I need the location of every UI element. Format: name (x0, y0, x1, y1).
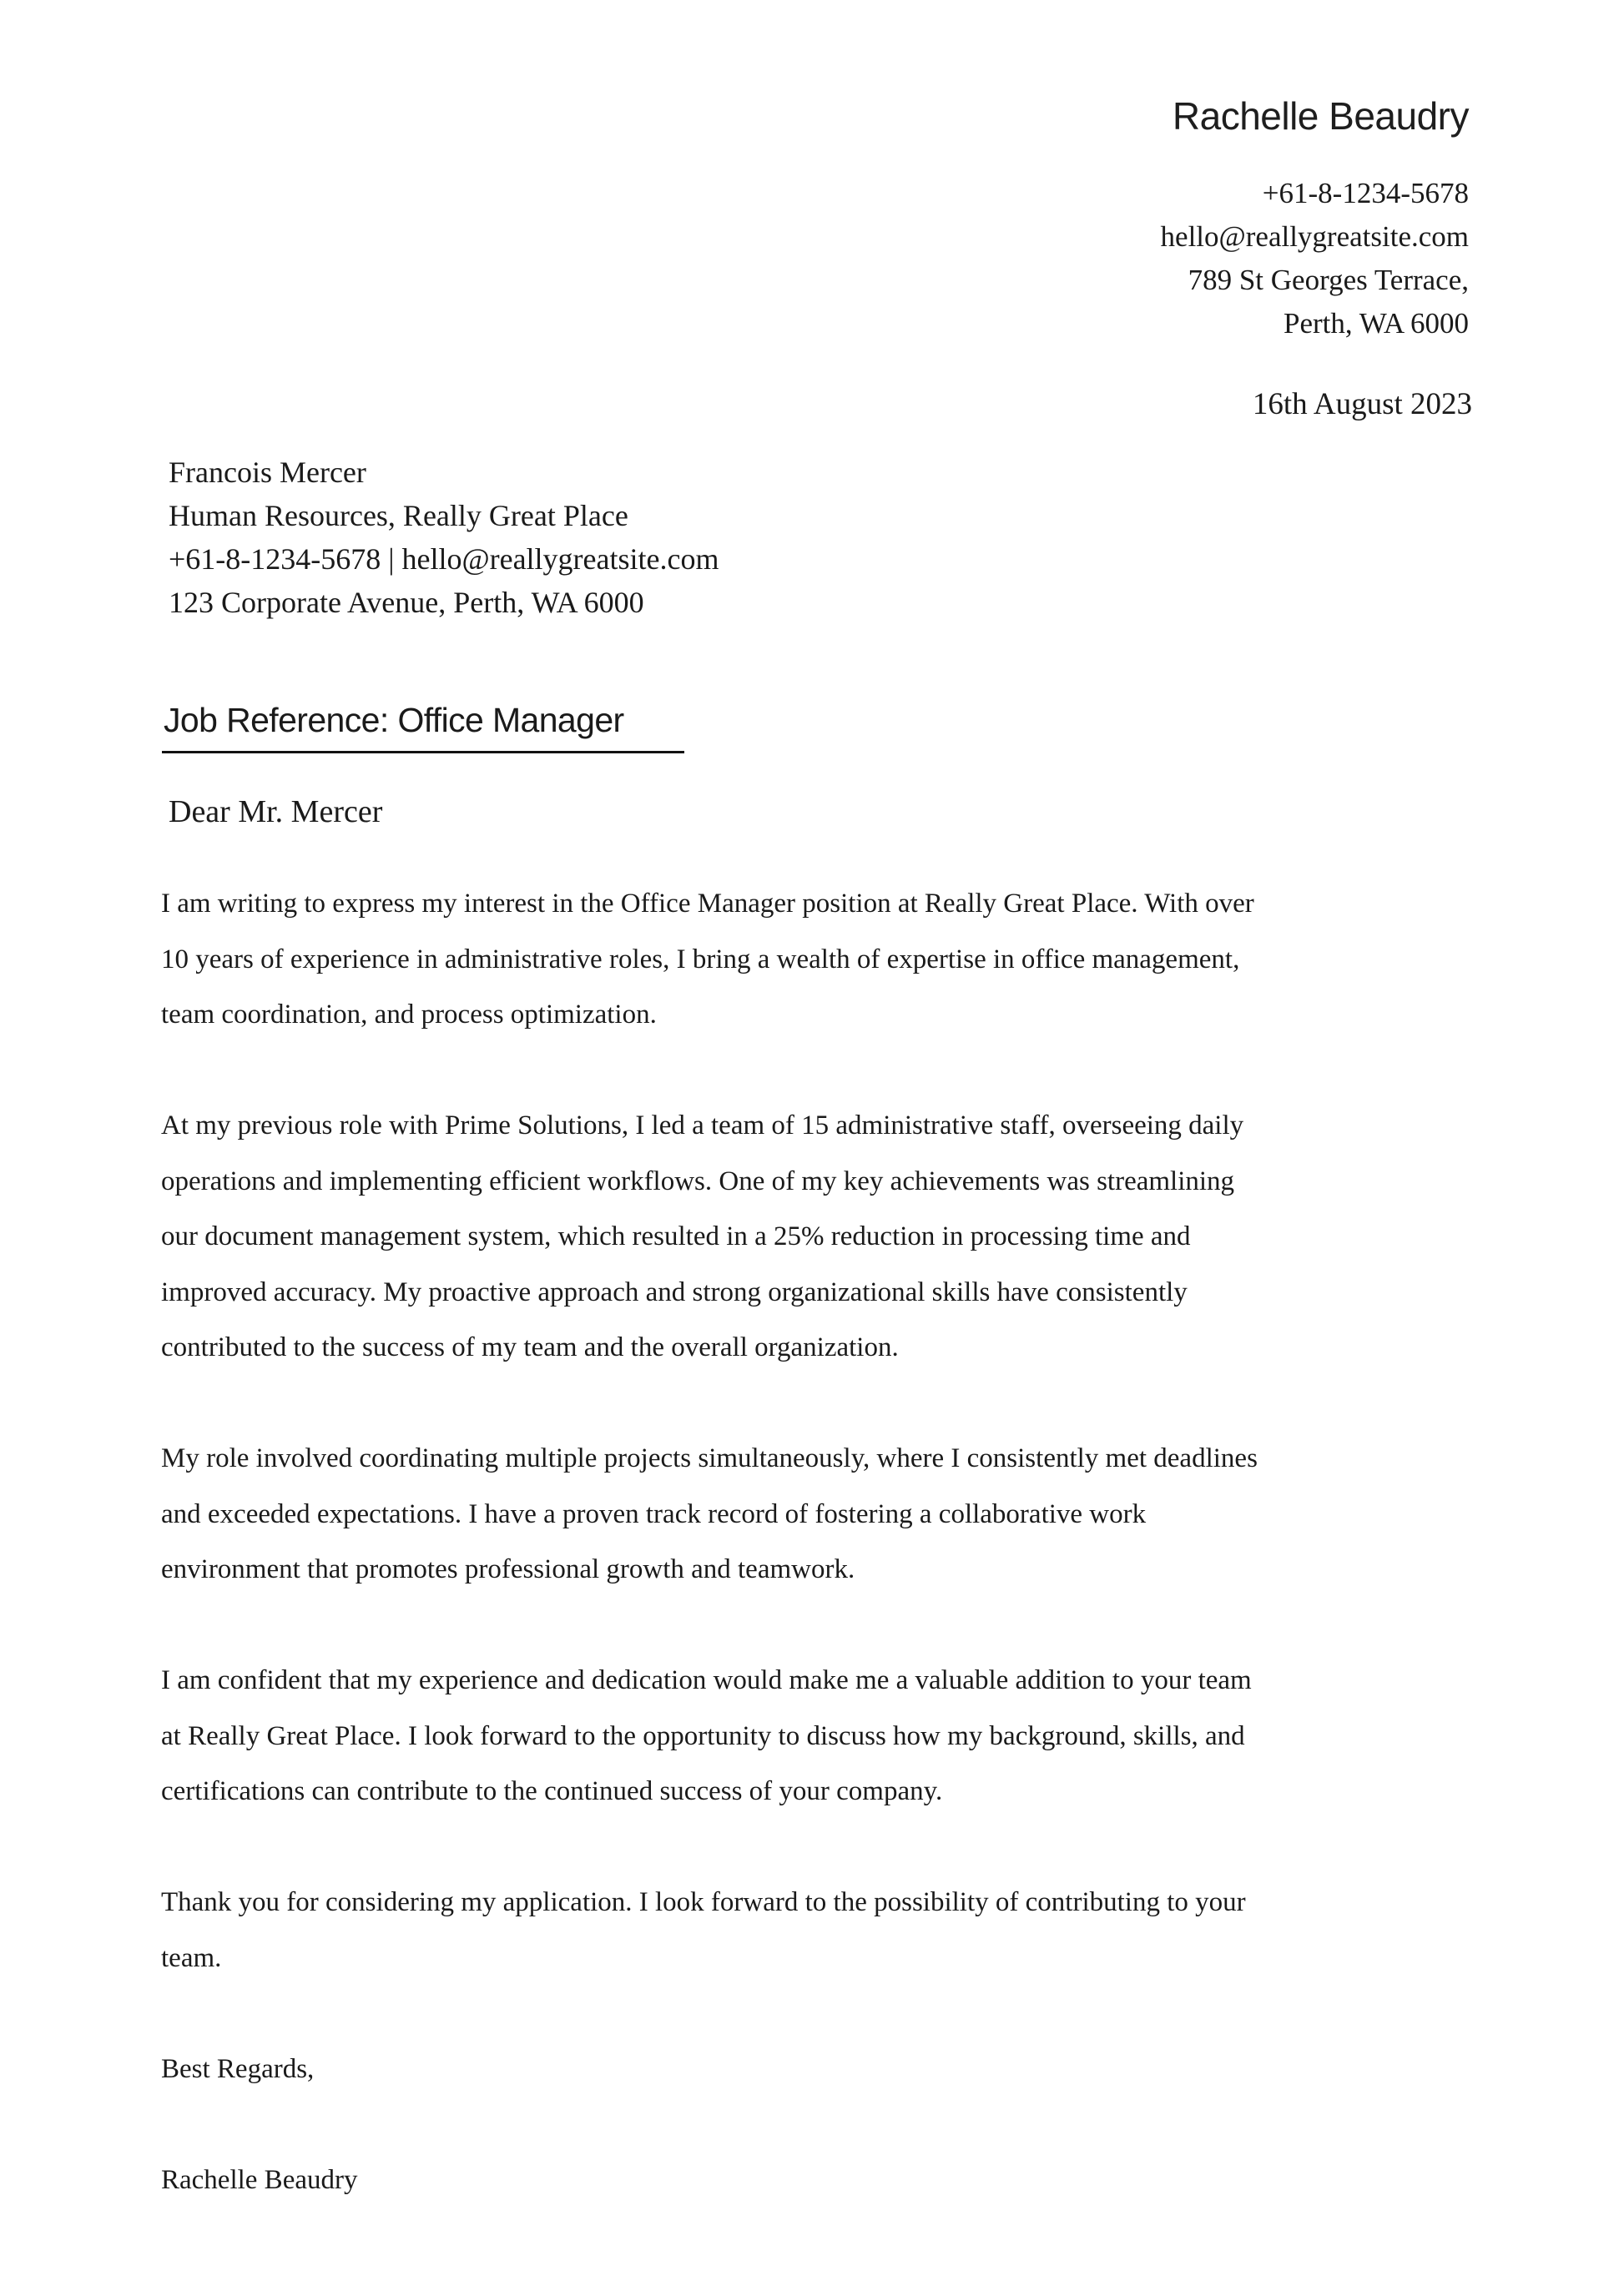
sender-email: hello@reallygreatsite.com (1160, 220, 1469, 253)
paragraph-line: operations and implementing efficient workflows. One of my key achievements was streamlining (161, 1166, 1235, 1196)
recipient-address: 123 Corporate Avenue, Perth, WA 6000 (169, 586, 644, 619)
letter-date: 16th August 2023 (1252, 387, 1472, 421)
sender-name: Rachelle Beaudry (1172, 94, 1469, 138)
paragraph-line: at Really Great Place. I look forward to the opportunity to discuss how my background, skills, and (161, 1720, 1245, 1751)
sender-contact-block (1161, 172, 1469, 345)
paragraph-line: team coordination, and process optimization. (161, 999, 657, 1030)
signature: Rachelle Beaudry (161, 2164, 358, 2195)
job-reference-heading (162, 701, 684, 753)
sender-address-line2: Perth, WA 6000 (1284, 307, 1469, 340)
body-paragraph (161, 1875, 1488, 1986)
paragraph-line: and exceeded expectations. I have a proven track record of fostering a collaborative work (161, 1498, 1147, 1529)
paragraph-line: improved accuracy. My proactive approach and strong organizational skills have consistently (161, 1276, 1188, 1307)
closing: Best Regards, (161, 2053, 315, 2084)
body-paragraph (161, 1431, 1488, 1598)
job-reference-text: Job Reference: Office Manager (164, 701, 624, 739)
sender-phone: +61-8-1234-5678 (1262, 177, 1469, 209)
paragraph-line: I am writing to express my interest in the Office Manager position at Really Great Place. With over (161, 889, 1254, 919)
body-paragraph (161, 1653, 1488, 1820)
paragraph-line: contributed to the success of my team and the overall organization. (161, 1332, 899, 1362)
paragraph-line: our document management system, which resulted in a 25% reduction in processing time and (161, 1221, 1191, 1251)
paragraph-line: At my previous role with Prime Solutions, I led a team of 15 administrative staff, overseeing daily (161, 1110, 1244, 1140)
paragraph-line: My role involved coordinating multiple projects simultaneously, where I consistently met deadlines (161, 1443, 1258, 1473)
body-paragraph (161, 1098, 1488, 1376)
recipient-name: Francois Mercer (169, 456, 366, 489)
recipient-department: Human Resources, Really Great Place (169, 499, 628, 532)
paragraph-line: Thank you for considering my application. I look forward to the possibility of contributing to your (161, 1887, 1246, 1917)
salutation: Dear Mr. Mercer (169, 794, 383, 829)
sender-address-line1: 789 St Georges Terrace, (1188, 264, 1469, 296)
recipient-block (169, 451, 719, 624)
body-paragraph (161, 876, 1488, 1043)
paragraph-line: team. (161, 1942, 222, 1973)
paragraph-line: I am confident that my experience and dedication would make me a valuable addition to your team (161, 1665, 1252, 1695)
paragraph-line: certifications can contribute to the continued success of your company. (161, 1776, 943, 1806)
recipient-contact: +61-8-1234-5678 | hello@reallygreatsite.com (169, 542, 719, 576)
paragraph-line: 10 years of experience in administrative roles, I bring a wealth of expertise in office management, (161, 944, 1240, 974)
paragraph-line: environment that promotes professional growth and teamwork. (161, 1554, 855, 1584)
letter-body (161, 876, 1488, 2263)
